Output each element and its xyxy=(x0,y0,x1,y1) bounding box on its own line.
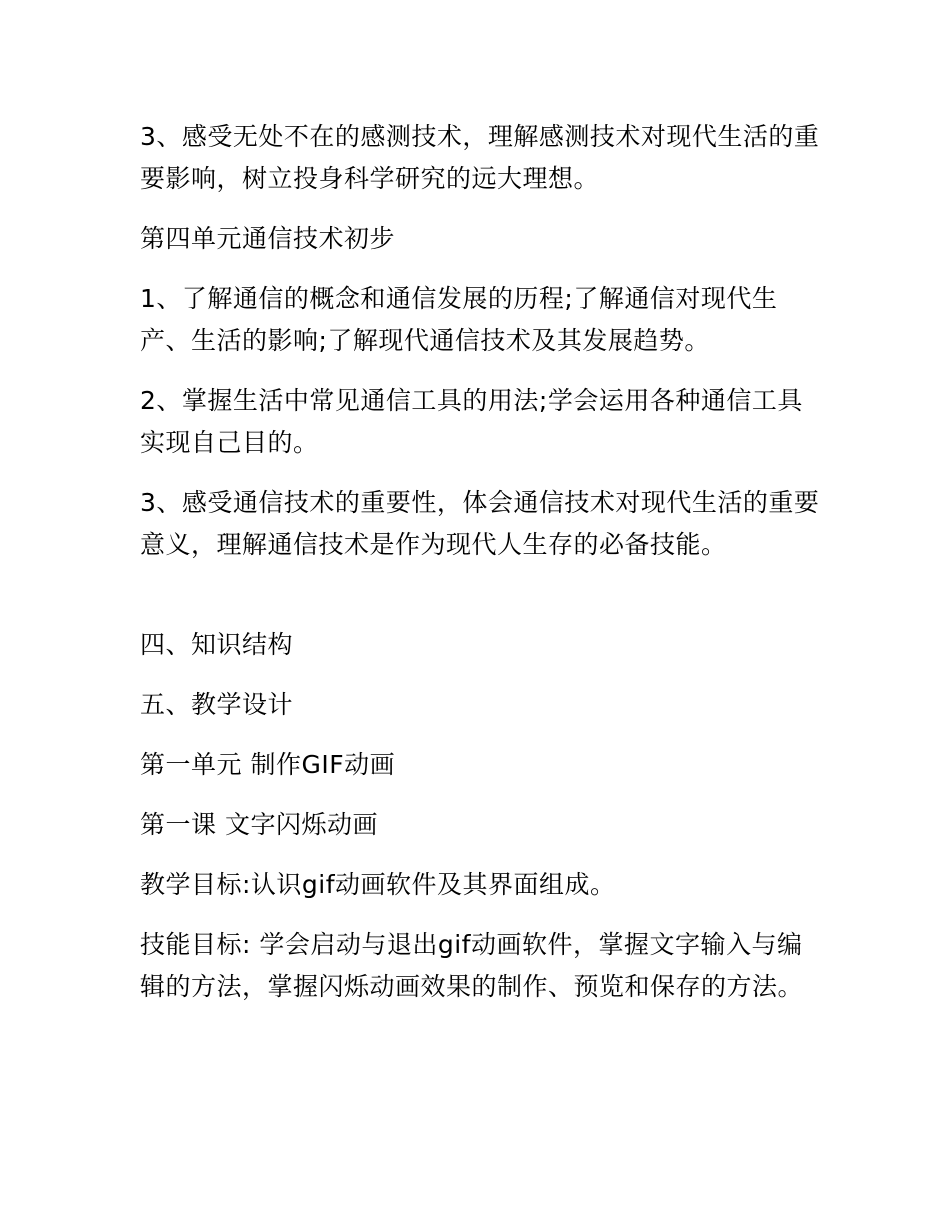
document-page xyxy=(140,116,820,1026)
heading-knowledge-structure: 四、知识结构 xyxy=(140,630,294,659)
heading-unit-4: 第四单元通信技术初步 xyxy=(140,224,396,253)
heading-lesson-1: 第一课 文字闪烁动画 xyxy=(140,810,378,839)
paragraph-skill-goal: 技能目标: 学会启动与退出gif动画软件，掌握文字输入与编辑的方法，掌握闪烁动画效果的制作、预览和保存的方法。 xyxy=(140,930,804,1001)
paragraph-sensing-goal-3: 3、感受无处不在的感测技术，理解感测技术对现代生活的重要影响，树立投身科学研究的远大理想。 xyxy=(140,122,820,193)
section-spacer xyxy=(140,584,820,624)
paragraph-teaching-goal: 教学目标:认识gif动画软件及其界面组成。 xyxy=(140,870,616,899)
paragraph-comm-goal-3: 3、感受通信技术的重要性，体会通信技术对现代生活的重要意义，理解通信技术是作为现代人生存的必备技能。 xyxy=(140,488,820,559)
paragraph-comm-goal-1: 1、了解通信的概念和通信发展的历程;了解通信对现代生产、生活的影响;了解现代通信技术及其发展趋势。 xyxy=(140,284,778,355)
heading-unit-1: 第一单元 制作GIF动画 xyxy=(140,750,396,779)
heading-teaching-design: 五、教学设计 xyxy=(140,690,294,719)
paragraph-comm-goal-2: 2、掌握生活中常见通信工具的用法;学会运用各种通信工具实现自己目的。 xyxy=(140,386,803,457)
